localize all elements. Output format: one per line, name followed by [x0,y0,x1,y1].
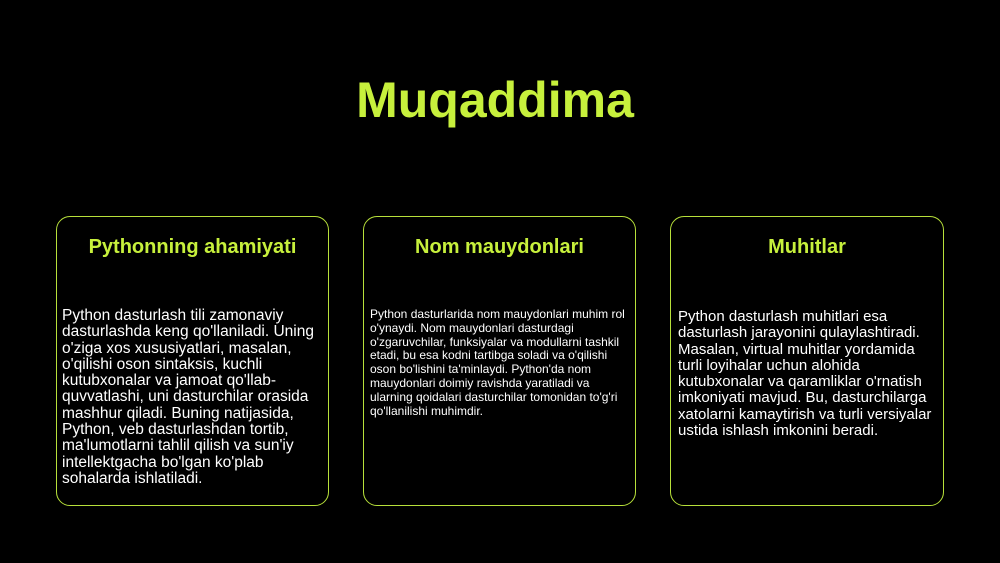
card-nom-mauydonlari [363,216,636,506]
card-muhitlar [670,216,944,506]
card-heading: Muhitlar [768,236,846,258]
card-body-text: Python dasturlarida nom mauydonlari muhim rol o'ynaydi. Nom mauydonlari dasturdagi o'zgaruvchilar, funksiyalar va modullarni tashkil etadi, bu esa kodni tartibga soladi va o'qilishi oson bo'lishini ta'minlaydi. Python'da nom mauydonlari doimiy ravishda yaratiladi va ularning qoidalari dasturchilar tomonidan to'g'ri qo'llanilishi muhimdir. [370,307,625,418]
card-heading: Nom mauydonlari [415,236,584,258]
slide-title: Muqaddima [356,72,634,128]
card-heading: Pythonning ahamiyati [88,236,297,258]
card-body-text: Python dasturlash muhitlari esa dasturlash jarayonini qulaylashtiradi. Masalan, virtual muhitlar yordamida turli loyihalar uchun alohida kutubxonalar va qaramliklar o'rnatish imkoniyati mavjud. Bu, dasturchilarga xatolarni kamaytirish va turli versiyalar ustida ishlash imkonini beradi. [678,308,932,440]
card-body-text: Python dasturlash tili zamonaviy dasturlashda keng qo'llaniladi. Uning o'ziga xos xususiyatlari, masalan, o'qilishi oson sintaksis, kuchli kutubxonalar va jamoat qo'llab-quvvatlashi, uni dasturchilar orasida mashhur qiladi. Buning natijasida, Python, veb dasturlashdan tortib, ma'lumotlarni tahlil qilish va sun'iy intellektgacha bo'lgan ko'plab sohalarda ishlatiladi. [62,307,314,487]
card-pythonning-ahamiyati [56,216,329,506]
